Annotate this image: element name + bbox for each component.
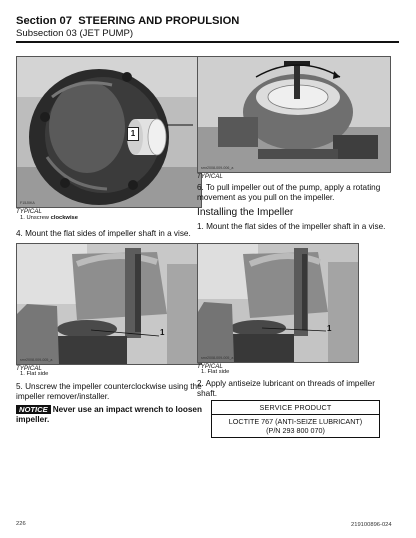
notice-badge: NOTICE xyxy=(16,405,51,414)
figure-caption-item xyxy=(16,215,78,221)
figure-ref: smr2008-009-006_a xyxy=(201,166,234,170)
section-heading-installing: Installing the Impeller xyxy=(197,207,294,218)
service-product-table-wrap xyxy=(211,400,380,438)
figure-pull-impeller-photo xyxy=(197,56,391,173)
figure-pump-housing-photo xyxy=(16,56,202,208)
figure-caption-item: 1. Flat side xyxy=(201,369,230,375)
figure-caption-title: TYPICAL xyxy=(16,208,42,215)
page-number: 226 xyxy=(16,521,26,527)
install-step-2: 2. Apply antiseize lubricant on threads of impeller shaft. xyxy=(197,379,375,398)
flat-side-illustration xyxy=(198,244,358,362)
callout-1: 1 xyxy=(130,129,136,138)
section-title xyxy=(16,15,239,27)
subsection-title: Subsection 03 (JET PUMP) xyxy=(16,28,134,39)
impeller-vise-illustration xyxy=(17,244,201,364)
notice-text: Never use an impact wrench to loosen impeller. xyxy=(16,405,202,424)
document-code: 219100896-024 xyxy=(351,522,392,528)
figure-caption-title: TYPICAL xyxy=(16,365,42,372)
section-label: Section 07 xyxy=(16,15,72,27)
callout-box-1 xyxy=(127,127,139,141)
figure-caption-title: TYPICAL xyxy=(197,173,223,180)
service-product-table xyxy=(211,400,380,438)
install-step-1: 1. Mount the flat sides of the impeller shaft in a vise. xyxy=(197,222,386,231)
pull-impeller-illustration xyxy=(198,57,390,172)
figure-impeller-vise-photo xyxy=(16,243,202,365)
service-product-header: SERVICE PRODUCT xyxy=(212,401,380,415)
step-5: 5. Unscrew the impeller counterclockwise using the impeller remover/installer. xyxy=(16,382,202,401)
figure-caption-item: 1. Flat side xyxy=(20,371,49,377)
figure-ref: smr2008-009-005_a xyxy=(20,358,53,362)
step-6: 6. To pull impeller out of the pump, apply a rotating movement as you pull on the impeller. xyxy=(197,183,381,202)
callout-1: 1 xyxy=(160,328,165,337)
pump-housing-illustration xyxy=(17,57,201,207)
service-product-pn: (P/N 293 800 070) xyxy=(266,426,325,435)
section-name: STEERING AND PROPULSION xyxy=(78,15,240,27)
callout-1: 1 xyxy=(327,324,332,333)
service-product-name: LOCTITE 767 (ANTI-SEIZE LUBRICANT) xyxy=(228,417,363,426)
step-4: 4. Mount the flat sides of impeller shaft in a vise. xyxy=(16,229,191,238)
figure-caption-title: TYPICAL xyxy=(197,363,223,370)
service-product-cell xyxy=(212,415,380,438)
figure-flat-side-photo xyxy=(197,243,359,363)
figure-ref: F15J0KA xyxy=(20,201,35,205)
caption-item-bold: clockwise xyxy=(50,215,79,221)
header-rule xyxy=(16,41,399,43)
notice-block xyxy=(16,405,206,425)
figure-ref: smr2008-009-005_a xyxy=(201,356,234,360)
caption-item-text: 1. Unscrew xyxy=(20,215,51,221)
